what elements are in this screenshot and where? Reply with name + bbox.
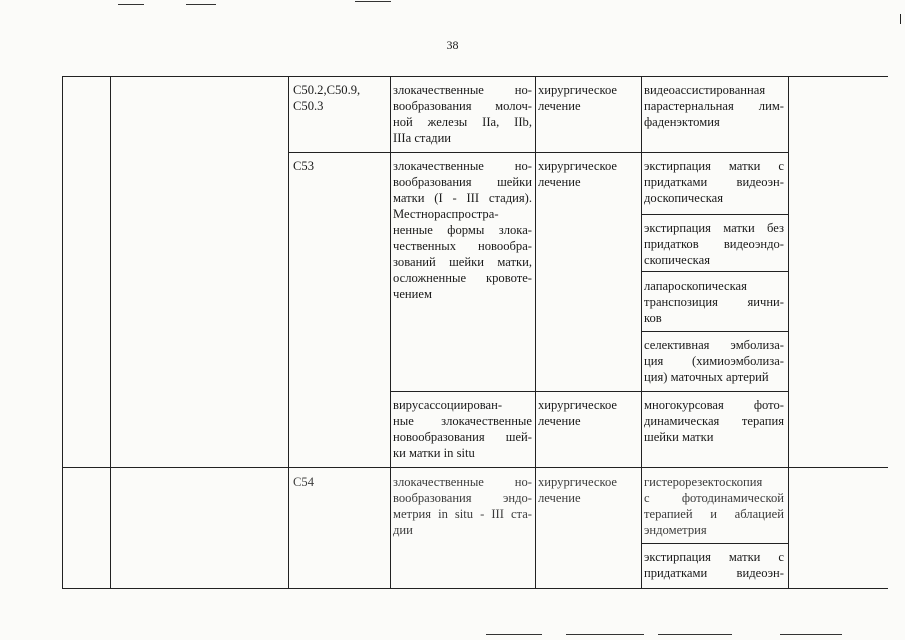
condition-line: ные злокачественные	[393, 414, 532, 428]
method-line: динамическая терапия	[644, 414, 784, 428]
method-cell-c53-1	[644, 158, 784, 206]
method-line: ков	[644, 311, 662, 325]
scan-artifact-top-1	[118, 4, 144, 5]
condition-line: злокачественные но-	[393, 83, 532, 97]
treatment-line: хирургическое	[538, 83, 618, 97]
code-cell-c54	[293, 474, 385, 490]
treatment-line: хирургическое	[538, 159, 618, 173]
method-line: эндометрия	[644, 523, 707, 537]
treatment-line: лечение	[538, 414, 581, 428]
method-line: придатками видеоэн-	[644, 175, 784, 189]
treatment-line: хирургическое	[538, 398, 618, 412]
table-rule-method-4	[641, 543, 788, 544]
code-cell-c50	[293, 82, 385, 114]
code-line: C50.3	[293, 99, 324, 113]
table-rule-c53	[288, 152, 788, 153]
condition-cell-c54	[393, 474, 532, 538]
scan-artifact-bottom-3	[658, 634, 732, 635]
table-rule-c54	[62, 467, 888, 468]
table-col-line-3	[390, 76, 391, 588]
code-line: C53	[293, 159, 314, 173]
condition-line: злокачественные но-	[393, 159, 532, 173]
method-cell-c53-4	[644, 337, 784, 385]
condition-line: вирусассоциирован-	[393, 398, 503, 412]
scan-artifact-bottom-4	[780, 634, 842, 635]
condition-cell-c53-in-situ	[393, 397, 532, 461]
method-cell-c50	[644, 82, 784, 130]
condition-line: зований шейки матки,	[393, 255, 532, 269]
page-number: 38	[446, 38, 459, 52]
condition-line: ненные формы злока-	[393, 223, 532, 237]
condition-line: чением	[393, 287, 432, 301]
treatment-cell-c54	[538, 474, 638, 506]
treatment-line: лечение	[538, 175, 581, 189]
condition-line: дии	[393, 523, 413, 537]
condition-cell-c50	[393, 82, 532, 146]
scan-artifact-bottom-1	[486, 634, 542, 635]
treatment-line: лечение	[538, 99, 581, 113]
table-rule-model-2	[390, 391, 788, 392]
table-col-line-5	[641, 76, 642, 588]
method-line: экстирпация матки с	[644, 159, 784, 173]
condition-line: чественных новообра-	[393, 239, 532, 253]
condition-line: вообразования шейки	[393, 175, 532, 189]
method-line: селективная эмболиза-	[644, 338, 784, 352]
condition-line: матки (I - III стадия).	[393, 191, 532, 205]
table-col-line-4	[535, 76, 536, 588]
treatment-cell-c53	[538, 158, 638, 190]
method-line: транспозиция яични-	[644, 295, 784, 309]
table-col-line-1	[110, 76, 111, 588]
method-cell-c53-in-situ	[644, 397, 784, 445]
table-col-line-6	[788, 76, 789, 588]
condition-line: вообразования эндо-	[393, 491, 532, 505]
condition-line: Местнораспростра-	[393, 207, 499, 221]
condition-line: IIIa стадии	[393, 131, 452, 145]
method-line: экстирпация матки с	[644, 550, 784, 564]
condition-cell-c53	[393, 158, 532, 302]
table-col-line-2	[288, 76, 289, 588]
method-line: экстирпация матки без	[644, 221, 784, 235]
condition-line: новообразования шей-	[393, 430, 532, 444]
table-rule-method-1	[641, 214, 788, 215]
condition-line: ки матки in situ	[393, 446, 475, 460]
method-line: ция) маточных артерий	[644, 370, 769, 384]
treatment-line: хирургическое	[538, 475, 618, 489]
condition-line: ной железы IIa, IIb,	[393, 115, 532, 129]
method-line: придатками видеоэн-	[644, 566, 784, 580]
code-line: C54	[293, 475, 314, 489]
method-cell-c53-2	[644, 220, 784, 268]
method-line: гистерорезектоскопия	[644, 475, 763, 489]
table-rule-method-3	[641, 331, 788, 332]
table-rule-bottom	[62, 588, 888, 589]
treatment-cell-c53-in-situ	[538, 397, 638, 429]
code-cell-c53	[293, 158, 385, 174]
condition-line: осложненные кровоте-	[393, 271, 532, 285]
table-rule-top	[62, 76, 888, 77]
method-line: видеоассистированная	[644, 83, 766, 97]
scan-artifact-top-2	[186, 4, 216, 5]
method-line: ция (химиоэмболиза-	[644, 354, 784, 368]
condition-line: вообразования молоч-	[393, 99, 532, 113]
table-col-line-0	[62, 76, 63, 588]
method-line: парастернальная лим-	[644, 99, 784, 113]
treatment-line: лечение	[538, 491, 581, 505]
scan-artifact-edge	[900, 14, 901, 24]
scan-artifact-top-3	[355, 1, 391, 2]
method-line: скопическая	[644, 253, 710, 267]
method-line: доскопическая	[644, 191, 723, 205]
method-line: придатков видеоэндо-	[644, 237, 784, 251]
method-line: многокурсовая фото-	[644, 398, 784, 412]
treatment-cell-c50	[538, 82, 638, 114]
method-line: с фотодинамической	[644, 491, 784, 505]
condition-line: злокачественные но-	[393, 475, 532, 489]
method-cell-c54-2	[644, 549, 784, 581]
method-line: лапароскопическая	[644, 279, 747, 293]
method-line: шейки матки	[644, 430, 714, 444]
scan-artifact-bottom-2	[566, 634, 644, 635]
table-rule-method-2	[641, 271, 788, 272]
method-line: терапией и аблацией	[644, 507, 784, 521]
condition-line: метрия in situ - III ста-	[393, 507, 532, 521]
method-line: фаденэктомия	[644, 115, 720, 129]
method-cell-c54-1	[644, 474, 784, 538]
method-cell-c53-3	[644, 278, 784, 326]
code-line: C50.2,C50.9,	[293, 83, 361, 97]
